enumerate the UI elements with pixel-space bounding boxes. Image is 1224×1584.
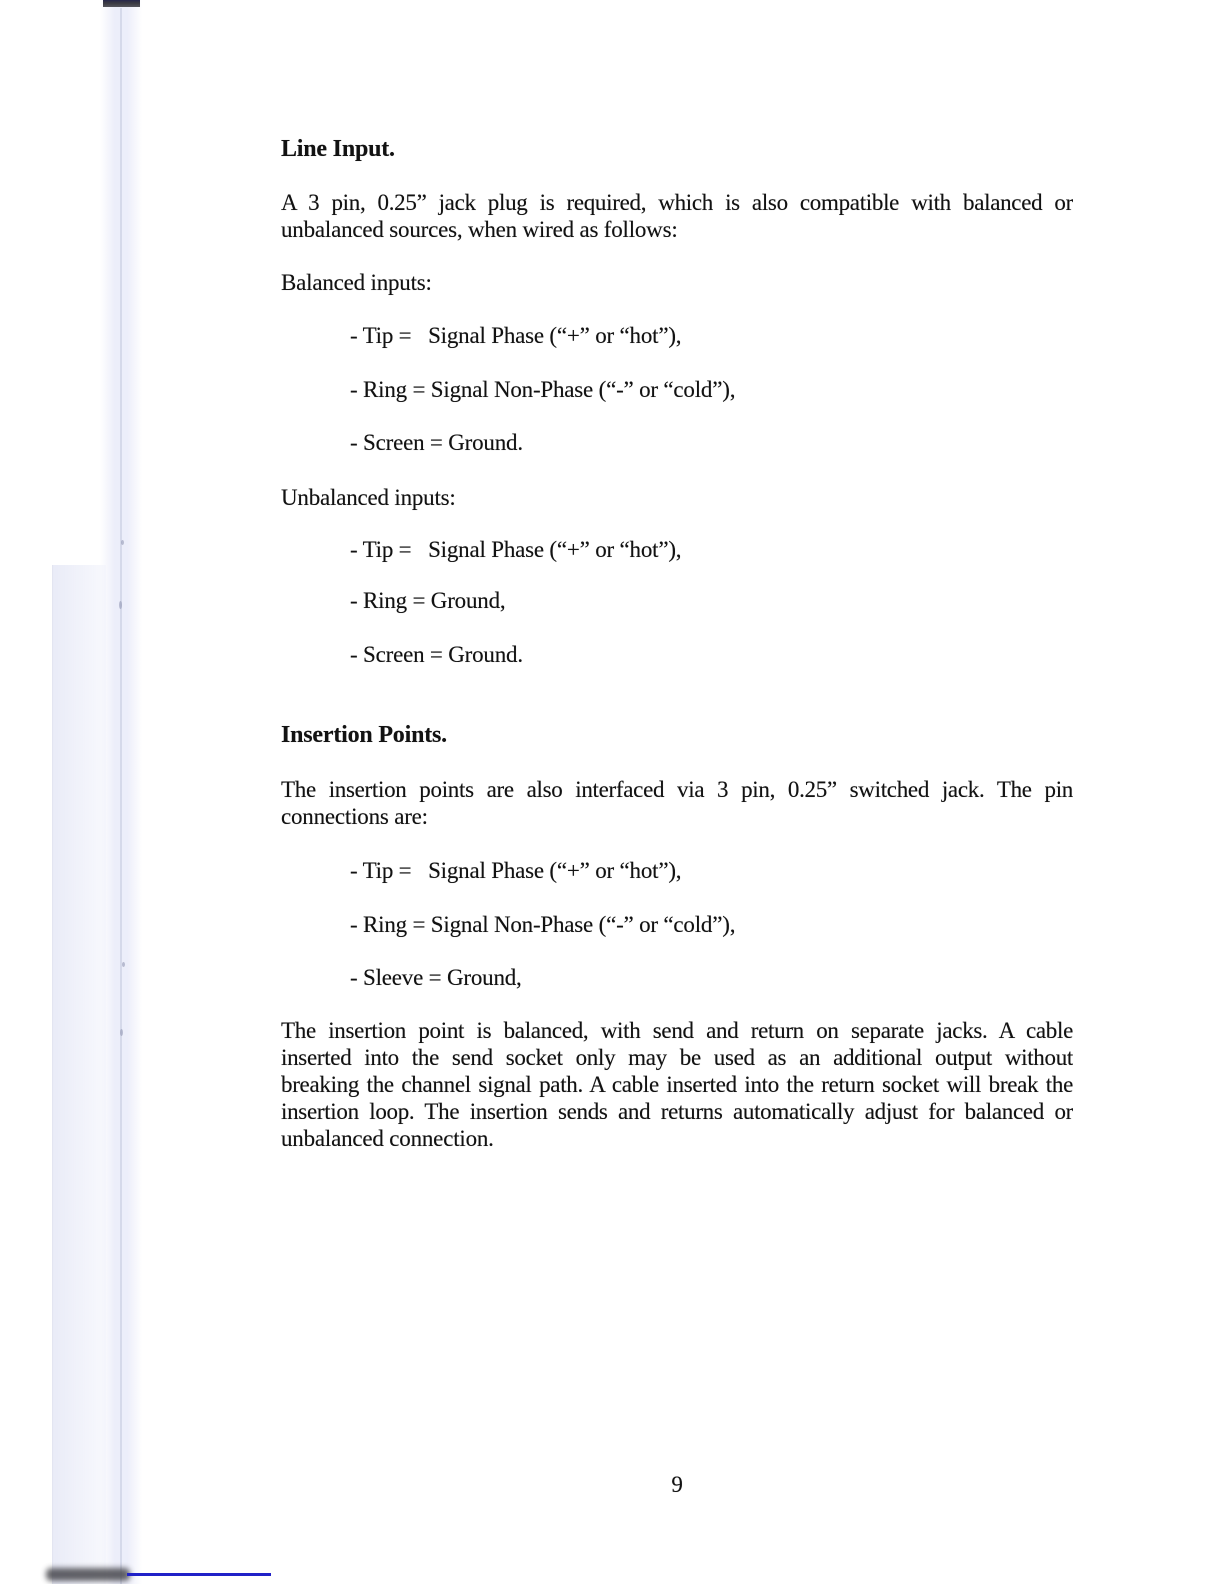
paragraph-insertion-intro [281,776,1073,830]
scan-speck [120,1029,123,1036]
paragraph-line: insertion loop. The insertion sends and returns automatically adjust for balanced or [281,1099,1073,1124]
subheading-balanced-inputs: Balanced inputs: [281,270,432,295]
list-item-unbalanced-tip: - Tip = Signal Phase (“+” or “hot”), [350,537,682,562]
paragraph-line: A 3 pin, 0.25” jack plug is required, which is also compatible with balanced or [281,190,1073,215]
list-item-insertion-sleeve: - Sleeve = Ground, [350,965,522,990]
scan-speck [122,962,125,967]
paragraph-line: breaking the channel signal path. A cable inserted into the return socket will break the [281,1072,1073,1097]
paragraph-line: connections are: [281,804,428,829]
scan-speck [119,601,122,609]
subheading-unbalanced-inputs: Unbalanced inputs: [281,485,456,510]
scan-speck [121,540,124,545]
list-item-unbalanced-ring: - Ring = Ground, [350,588,506,613]
list-item-balanced-tip: - Tip = Signal Phase (“+” or “hot”), [350,323,682,348]
paragraph-line-input [281,189,1073,243]
paragraph-line: unbalanced connection. [281,1126,494,1151]
list-item-insertion-tip: - Tip = Signal Phase (“+” or “hot”), [350,858,682,883]
paragraph-line: The insertion point is balanced, with send and return on separate jacks. A cable [281,1018,1073,1043]
section-heading-insertion-points: Insertion Points. [281,722,447,748]
scan-bottom-smudge [46,1568,130,1581]
paragraph-line: unbalanced sources, when wired as follows: [281,217,678,242]
list-item-balanced-screen: - Screen = Ground. [350,430,523,455]
page-number: 9 [671,1472,683,1497]
list-item-insertion-ring: - Ring = Signal Non-Phase (“-” or “cold”), [350,912,736,937]
scan-edge-cap [103,0,140,7]
paragraph-line: The insertion points are also interfaced via 3 pin, 0.25” switched jack. The pin [281,777,1073,802]
scan-page-edge-shadow [52,565,106,1584]
scan-seam-line [120,8,122,1584]
paragraph-insertion-closing [281,1017,1073,1152]
section-heading-line-input: Line Input. [281,136,395,162]
list-item-unbalanced-screen: - Screen = Ground. [350,642,523,667]
list-item-balanced-ring: - Ring = Signal Non-Phase (“-” or “cold”), [350,377,736,402]
paragraph-line: inserted into the send socket only may be used as an additional output without [281,1045,1073,1070]
scan-bottom-blue-line [127,1573,271,1576]
